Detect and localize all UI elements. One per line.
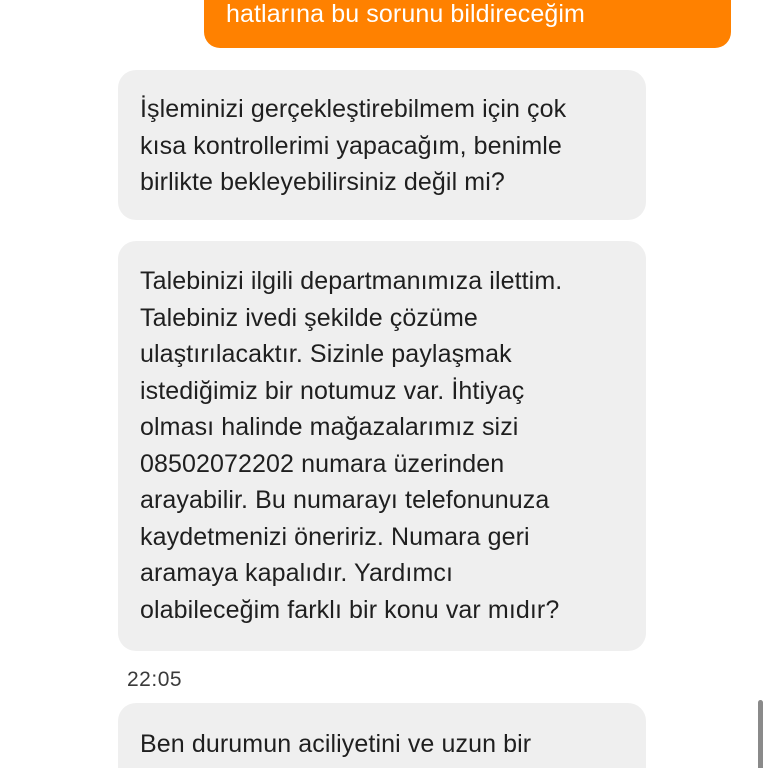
incoming-message-bubble: İşleminizi gerçekleştirebilmem için çok kısa kontrollerimi yapacağım, benimle birlikte bekleyebilirsiniz değil mi?: [118, 70, 646, 220]
message-timestamp: 22:05: [127, 668, 183, 691]
incoming-message-bubble: Talebinizi ilgili departmanımıza ilettim. Talebiniz ivedi şekilde çözüme ulaştırılacaktır. Sizinle paylaşmak istediğimiz bir notumuz var. İhtiyaç olması halinde mağazalarımız sizi 08502072202 numara üzerinden arayabilir. Bu numarayı telefonunuza kaydetmenizi öneririz. Numara geri aramaya kapalıdır. Yardımcı olabileceğim farklı bir konu var mıdır?: [118, 241, 646, 651]
incoming-message-bubble: Ben durumun aciliyetini ve uzun bir: [118, 703, 646, 768]
outgoing-message-bubble: hatlarına bu sorunu bildireceğim: [204, 0, 731, 48]
scrollbar-thumb[interactable]: [758, 700, 763, 768]
